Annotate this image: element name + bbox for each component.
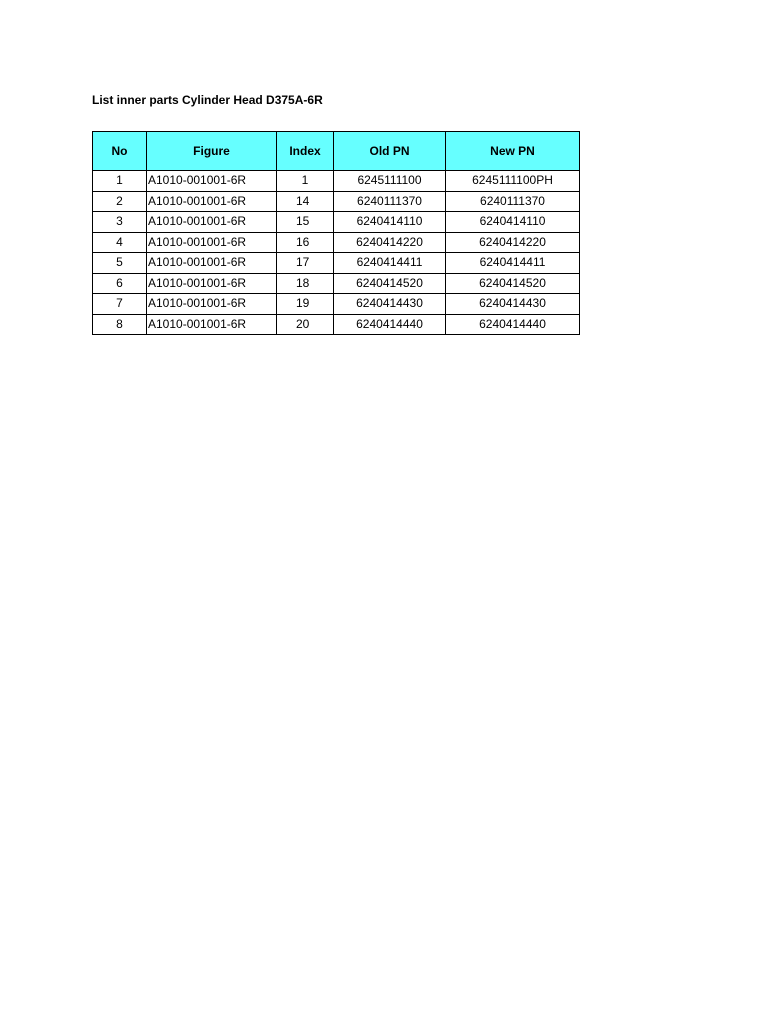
- cell-figure: A1010-001001-6R: [147, 212, 277, 233]
- cell-no: 1: [93, 171, 147, 192]
- cell-no: 4: [93, 232, 147, 253]
- cell-no: 5: [93, 253, 147, 274]
- cell-new-pn: 6240414411: [446, 253, 580, 274]
- cell-old-pn: 6245111100: [334, 171, 446, 192]
- cell-no: 2: [93, 191, 147, 212]
- cell-figure: A1010-001001-6R: [147, 314, 277, 335]
- header-no: No: [93, 132, 147, 171]
- cell-figure: A1010-001001-6R: [147, 273, 277, 294]
- header-new-pn: New PN: [446, 132, 580, 171]
- cell-figure: A1010-001001-6R: [147, 232, 277, 253]
- cell-no: 8: [93, 314, 147, 335]
- cell-index: 16: [277, 232, 334, 253]
- table-row: [93, 212, 580, 233]
- cell-figure: A1010-001001-6R: [147, 253, 277, 274]
- page-title: List inner parts Cylinder Head D375A-6R: [92, 93, 323, 107]
- cell-new-pn: 6245111100PH: [446, 171, 580, 192]
- table-row: [93, 171, 580, 192]
- cell-new-pn: 6240414220: [446, 232, 580, 253]
- cell-no: 3: [93, 212, 147, 233]
- cell-no: 6: [93, 273, 147, 294]
- cell-index: 15: [277, 212, 334, 233]
- cell-new-pn: 6240111370: [446, 191, 580, 212]
- cell-old-pn: 6240414411: [334, 253, 446, 274]
- cell-index: 17: [277, 253, 334, 274]
- cell-new-pn: 6240414430: [446, 294, 580, 315]
- cell-old-pn: 6240414520: [334, 273, 446, 294]
- table-row: [93, 253, 580, 274]
- cell-index: 19: [277, 294, 334, 315]
- cell-old-pn: 6240414430: [334, 294, 446, 315]
- cell-index: 20: [277, 314, 334, 335]
- cell-old-pn: 6240414440: [334, 314, 446, 335]
- cell-old-pn: 6240414110: [334, 212, 446, 233]
- parts-table: [92, 131, 580, 335]
- cell-figure: A1010-001001-6R: [147, 191, 277, 212]
- cell-no: 7: [93, 294, 147, 315]
- cell-old-pn: 6240111370: [334, 191, 446, 212]
- cell-old-pn: 6240414220: [334, 232, 446, 253]
- table-row: [93, 314, 580, 335]
- cell-figure: A1010-001001-6R: [147, 294, 277, 315]
- cell-new-pn: 6240414440: [446, 314, 580, 335]
- cell-index: 1: [277, 171, 334, 192]
- header-old-pn: Old PN: [334, 132, 446, 171]
- cell-new-pn: 6240414520: [446, 273, 580, 294]
- table-row: [93, 273, 580, 294]
- table-row: [93, 294, 580, 315]
- table-row: [93, 191, 580, 212]
- table-row: [93, 232, 580, 253]
- table-header-row: [93, 132, 580, 171]
- cell-new-pn: 6240414110: [446, 212, 580, 233]
- cell-index: 18: [277, 273, 334, 294]
- header-figure: Figure: [147, 132, 277, 171]
- cell-figure: A1010-001001-6R: [147, 171, 277, 192]
- header-index: Index: [277, 132, 334, 171]
- cell-index: 14: [277, 191, 334, 212]
